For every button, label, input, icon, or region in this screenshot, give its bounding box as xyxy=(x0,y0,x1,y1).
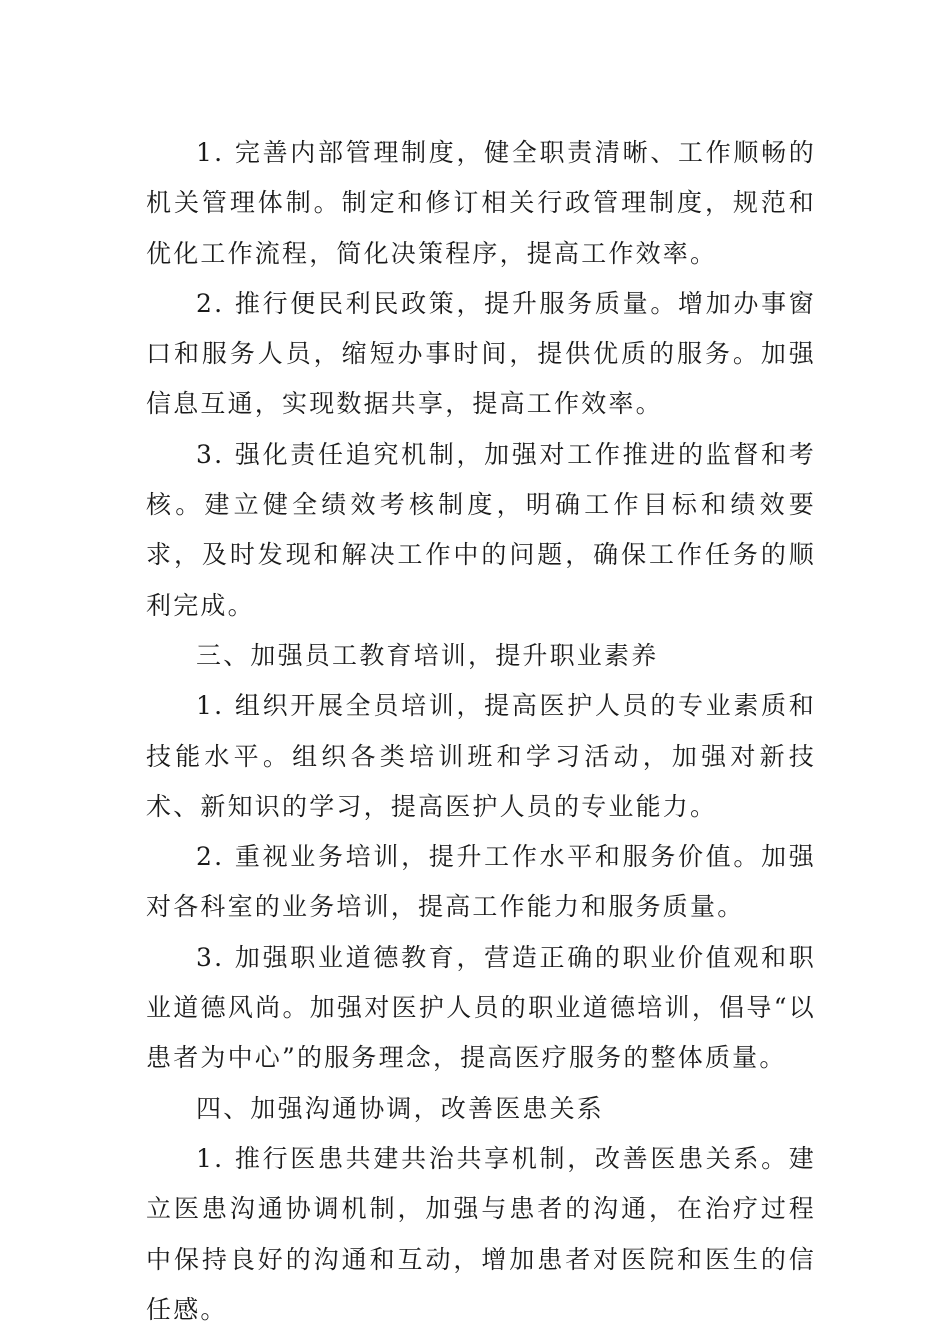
document-body xyxy=(146,128,816,1335)
section-heading-4: 四、加强沟通协调，改善医患关系 xyxy=(196,1093,605,1123)
section-heading-3: 三、加强员工教育培训，提升职业素养 xyxy=(196,640,659,670)
paragraph-2: 2. 推行便民利民政策，提升服务质量。增加办事窗口和服务人员，缩短办事时间，提供优质的服务。加强信息互通，实现数据共享，提高工作效率。 xyxy=(146,288,816,419)
paragraph-7: 1. 推行医患共建共治共享机制，改善医患关系。建立医患沟通协调机制，加强与患者的沟通，在治疗过程中保持良好的沟通和互动，增加患者对医院和医生的信任感。 xyxy=(146,1143,816,1324)
paragraph-1: 1. 完善内部管理制度，健全职责清晰、工作顺畅的机关管理体制。制定和修订相关行政管理制度，规范和优化工作流程，简化决策程序，提高工作效率。 xyxy=(146,138,816,268)
paragraph-3: 3. 强化责任追究机制，加强对工作推进的监督和考核。建立健全绩效考核制度，明确工作目标和绩效要求，及时发现和解决工作中的问题，确保工作任务的顺利完成。 xyxy=(146,439,816,620)
paragraph-6: 3. 加强职业道德教育，营造正确的职业价值观和职业道德风尚。加强对医护人员的职业道德培训，倡导“以患者为中心”的服务理念，提高医疗服务的整体质量。 xyxy=(146,942,816,1073)
paragraph-5: 2. 重视业务培训，提升工作水平和服务价值。加强对各科室的业务培训，提高工作能力和服务质量。 xyxy=(146,842,816,922)
paragraph-4: 1. 组织开展全员培训，提高医护人员的专业素质和技能水平。组织各类培训班和学习活动，加强对新技术、新知识的学习，提高医护人员的专业能力。 xyxy=(146,691,816,821)
